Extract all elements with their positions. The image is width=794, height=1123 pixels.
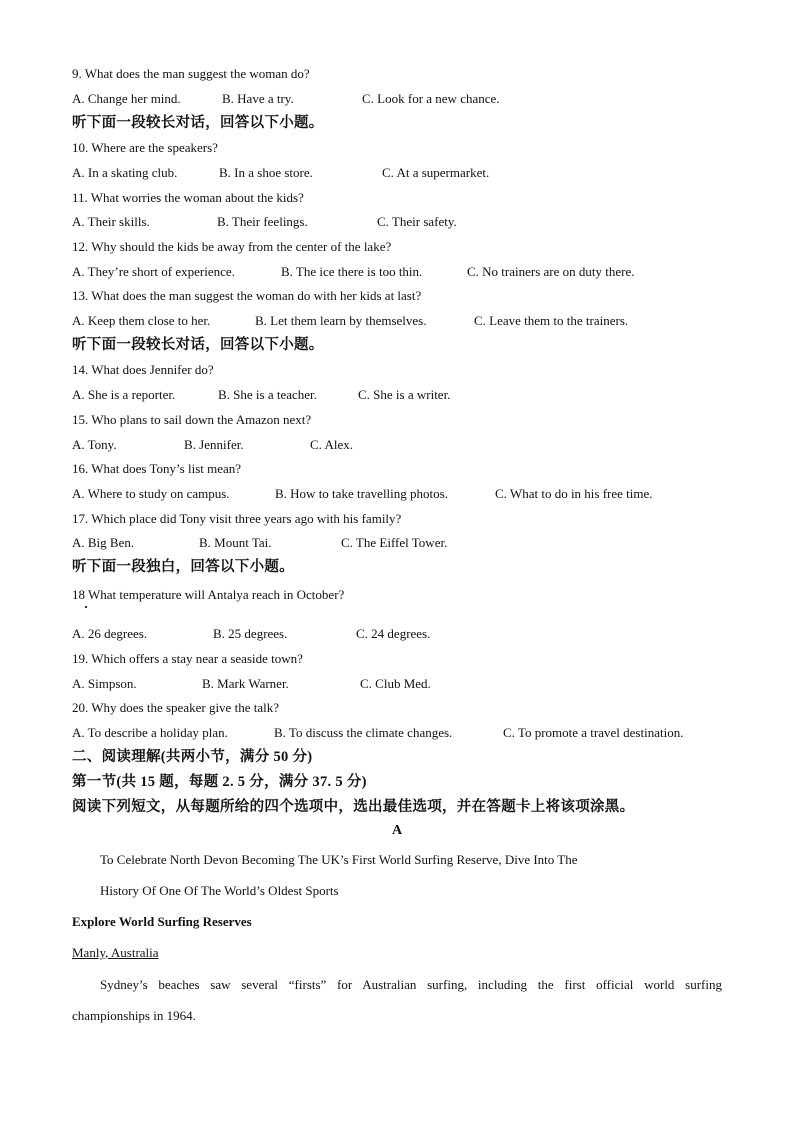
q12-option-b: B. The ice there is too thin. — [281, 264, 423, 279]
paragraph-line1: Sydney’s beaches saw several “firsts” for Australian surfing, including the first official world surfing — [100, 977, 722, 992]
q11-option-c: C. Their safety. — [377, 214, 457, 229]
question-20: 20. Why does the speaker give the talk? — [72, 700, 279, 715]
question-15: 15. Who plans to sail down the Amazon next? — [72, 412, 312, 427]
q16-option-c: C. What to do in his free time. — [495, 486, 653, 501]
question-17: 17. Which place did Tony visit three years ago with his family? — [72, 511, 402, 526]
section2-heading: 二、阅读理解(共两小节，满分 50 分) — [72, 749, 313, 765]
reading-instruction: 阅读下列短文，从每题所给的四个选项中，选出最佳选项，并在答题卡上将该项涂黑。 — [72, 799, 635, 815]
q14-option-c: C. She is a writer. — [358, 387, 451, 402]
q9-option-b: B. Have a try. — [222, 91, 294, 106]
q10-option-c: C. At a supermarket. — [382, 165, 490, 180]
passage-title-line2: History Of One Of The World’s Oldest Sports — [100, 883, 339, 898]
q10-option-b: B. In a shoe store. — [219, 165, 313, 180]
q10-option-a: A. In a skating club. — [72, 165, 178, 180]
question-10: 10. Where are the speakers? — [72, 140, 218, 155]
passage-subheading: Explore World Surfing Reserves — [72, 914, 252, 929]
q16-option-a: A. Where to study on campus. — [72, 486, 230, 501]
q18-option-a: A. 26 degrees. — [72, 626, 148, 641]
q11-option-b: B. Their feelings. — [217, 214, 308, 229]
q15-option-c: C. Alex. — [310, 437, 353, 452]
q17-option-b: B. Mount Tai. — [199, 535, 272, 550]
q12-option-c: C. No trainers are on duty there. — [467, 264, 635, 279]
question-14: 14. What does Jennifer do? — [72, 362, 214, 377]
q11-option-a: A. Their skills. — [72, 214, 150, 229]
q9-option-a: A. Change her mind. — [72, 91, 181, 106]
question-16: 16. What does Tony’s list mean? — [72, 461, 242, 476]
question-18: 18 What temperature will Antalya reach in October? — [72, 587, 345, 602]
question-12: 12. Why should the kids be away from the center of the lake? — [72, 239, 392, 254]
q20-option-b: B. To discuss the climate changes. — [274, 725, 453, 740]
q15-option-b: B. Jennifer. — [184, 437, 244, 452]
q16-option-b: B. How to take travelling photos. — [275, 486, 448, 501]
passage-title-line1: To Celebrate North Devon Becoming The UK’s First World Surfing Reserve, Dive Into The — [100, 852, 578, 867]
q20-option-c: C. To promote a travel destination. — [503, 725, 684, 740]
q12-option-a: A. They’re short of experience. — [72, 264, 235, 279]
part1-heading: 第一节(共 15 题，每题 2. 5 分，满分 37. 5 分) — [72, 774, 367, 790]
question-9: 9. What does the man suggest the woman do? — [72, 66, 310, 81]
passage-label: A — [391, 823, 403, 838]
q13-option-a: A. Keep them close to her. — [72, 313, 211, 328]
q9-option-c: C. Look for a new chance. — [362, 91, 500, 106]
q13-option-c: C. Leave them to the trainers. — [474, 313, 629, 328]
question-11: 11. What worries the woman about the kids? — [72, 190, 304, 205]
q17-option-c: C. The Eiffel Tower. — [341, 535, 448, 550]
q14-option-a: A. She is a reporter. — [72, 387, 176, 402]
long-dialog-heading-1: 听下面一段较长对话，回答以下小题。 — [72, 115, 324, 131]
q18-option-b: B. 25 degrees. — [213, 626, 288, 641]
stray-dot — [85, 606, 87, 608]
question-19: 19. Which offers a stay near a seaside town? — [72, 651, 303, 666]
q15-option-a: A. Tony. — [72, 437, 117, 452]
q17-option-a: A. Big Ben. — [72, 535, 135, 550]
q18-option-c: C. 24 degrees. — [356, 626, 431, 641]
q20-option-a: A. To describe a holiday plan. — [72, 725, 228, 740]
q13-option-b: B. Let them learn by themselves. — [255, 313, 427, 328]
question-13: 13. What does the man suggest the woman do with her kids at last? — [72, 288, 422, 303]
place-heading: Manly, Australia — [72, 945, 159, 960]
q19-option-b: B. Mark Warner. — [202, 676, 289, 691]
q19-option-c: C. Club Med. — [360, 676, 431, 691]
q19-option-a: A. Simpson. — [72, 676, 137, 691]
paragraph-line2: championships in 1964. — [72, 1008, 196, 1023]
q14-option-b: B. She is a teacher. — [218, 387, 317, 402]
long-dialog-heading-2: 听下面一段较长对话，回答以下小题。 — [72, 337, 324, 353]
monologue-heading: 听下面一段独白，回答以下小题。 — [72, 559, 294, 575]
